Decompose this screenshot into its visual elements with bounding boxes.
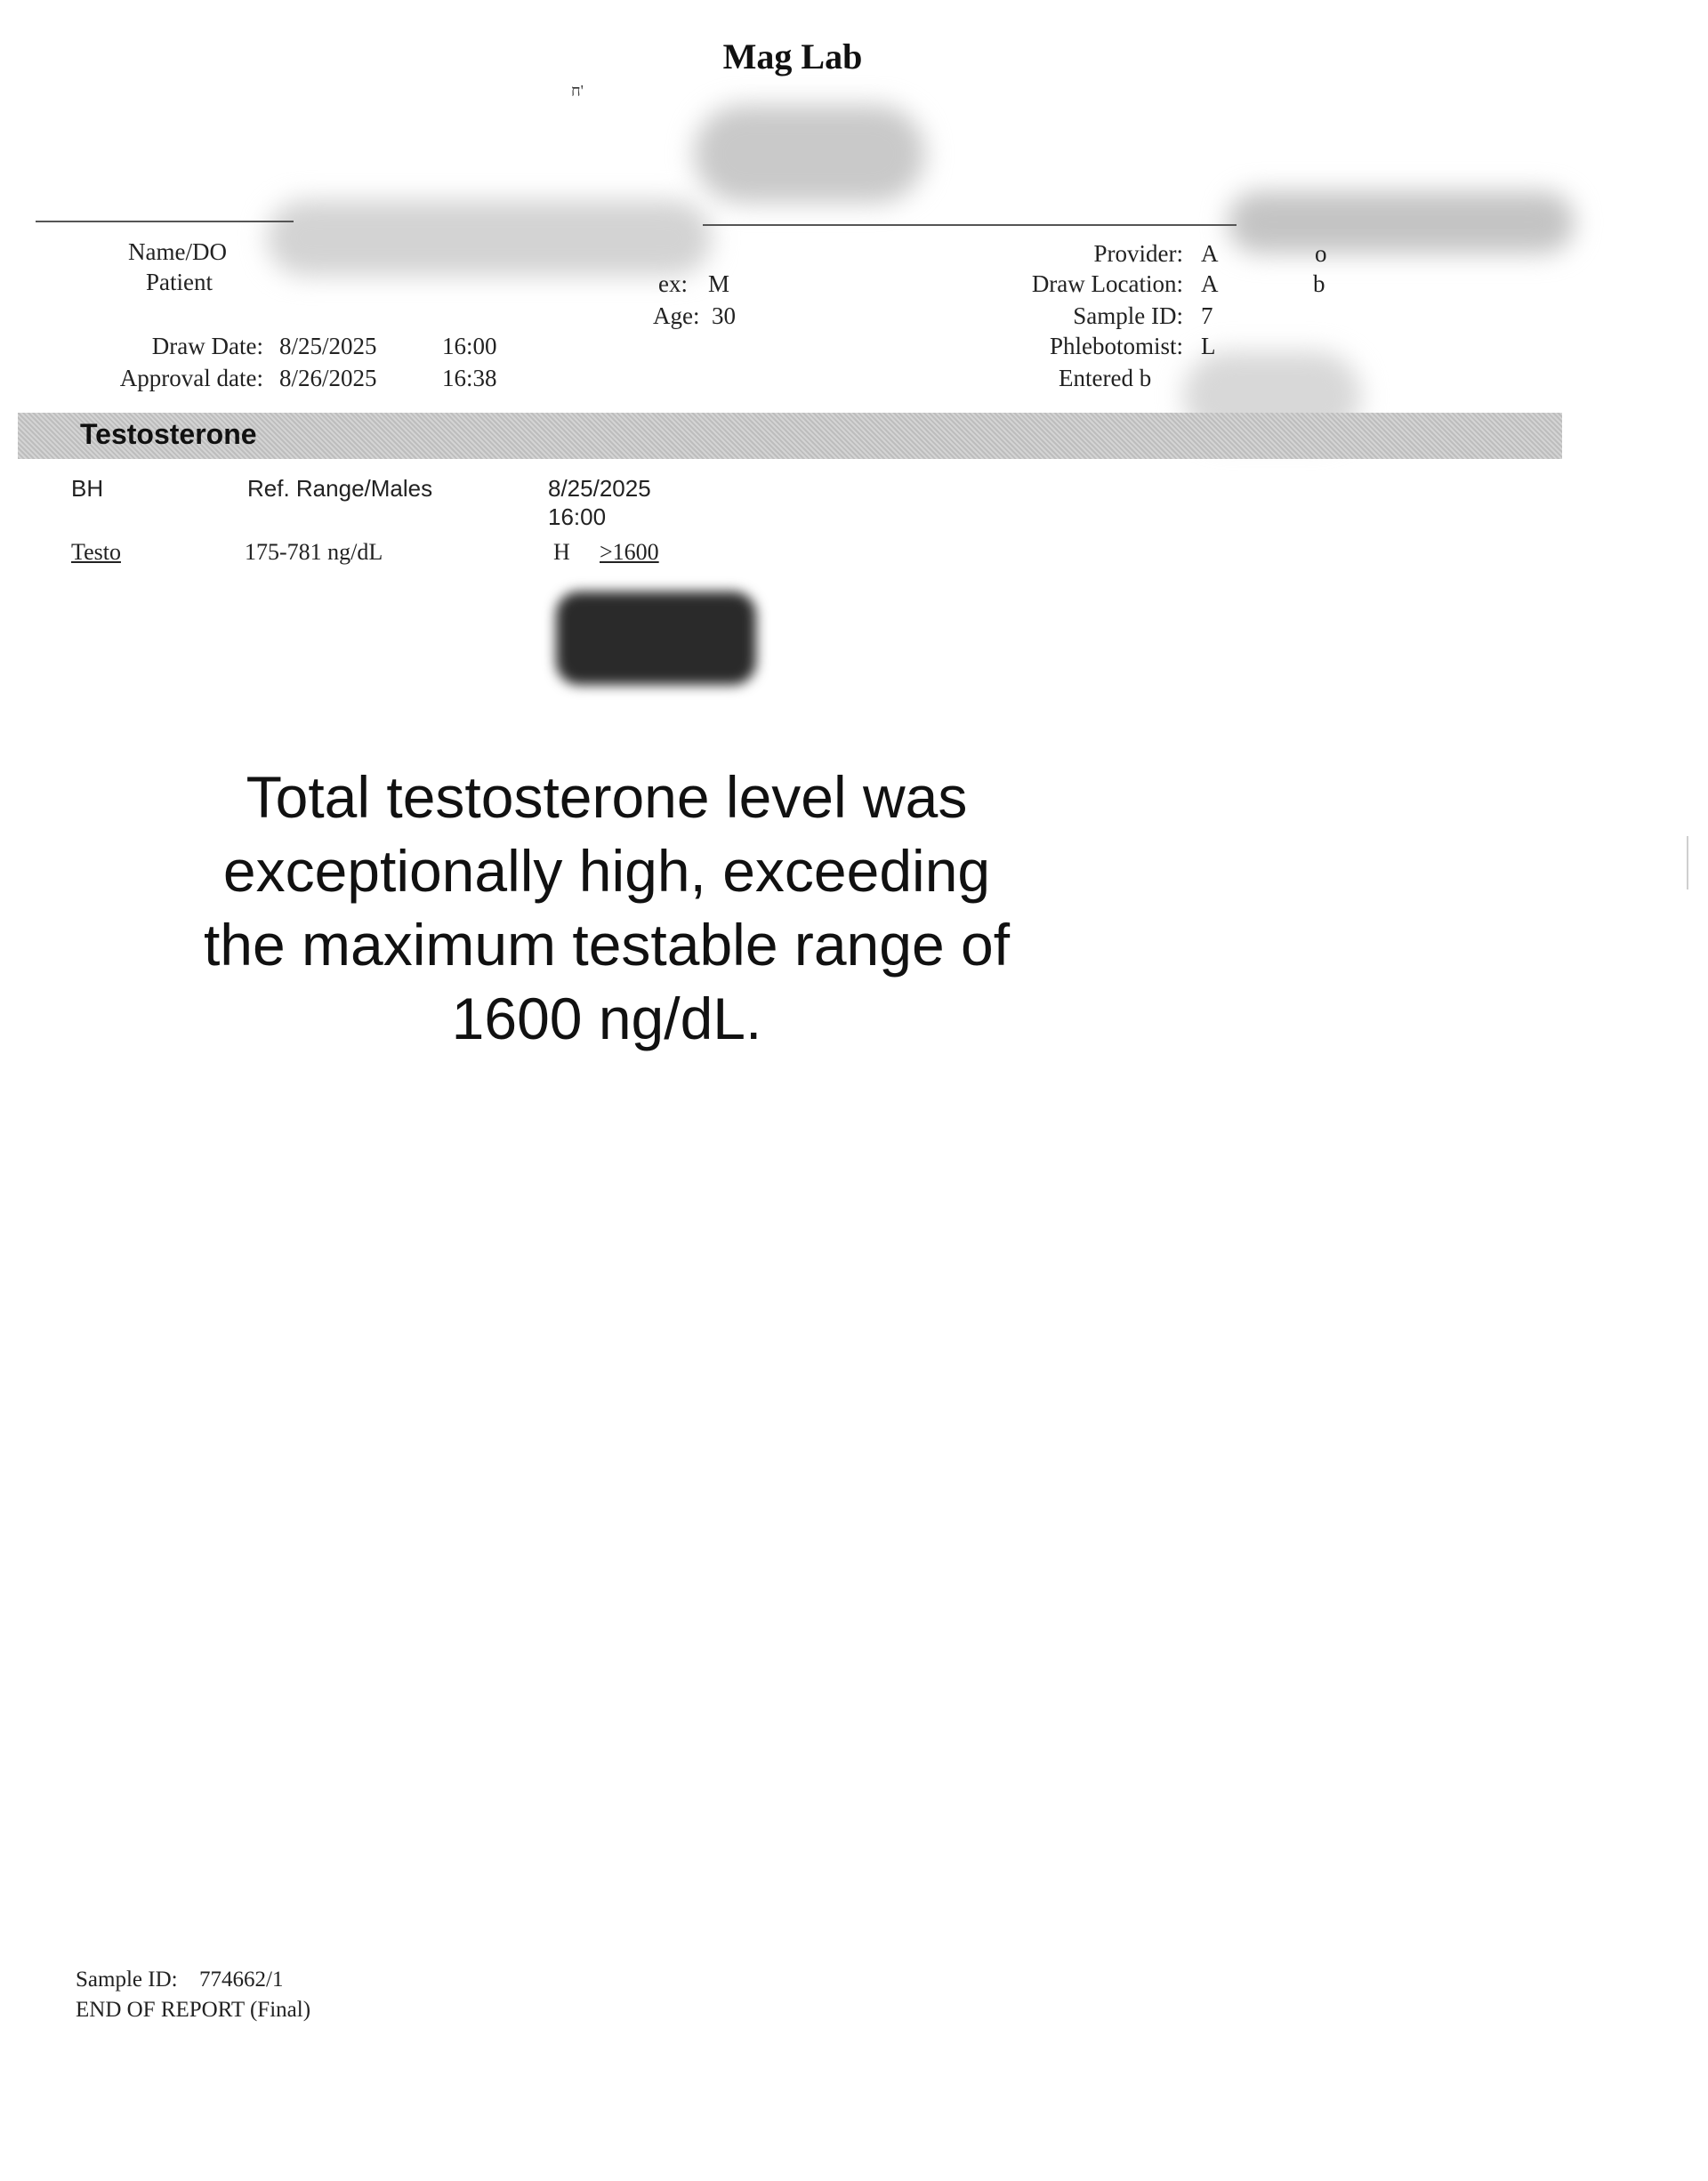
patient-label: Patient [146, 269, 213, 295]
redaction-block [556, 592, 756, 685]
provider-trail: o [1315, 240, 1327, 267]
result-value[interactable]: >1600 [600, 539, 659, 565]
phlebotomist-value: L [1201, 333, 1216, 359]
age-label: Age: [653, 302, 700, 329]
sex-value: M [708, 270, 730, 297]
sample-id-value: 7 [1201, 302, 1213, 329]
header-rule-right [703, 224, 1237, 226]
redaction-name [267, 200, 712, 276]
header-rule-left [36, 221, 294, 222]
draw-date-value: 8/25/2025 [279, 333, 377, 359]
approval-date-value: 8/26/2025 [279, 365, 377, 391]
footer-sample-id-label: Sample ID: [76, 1968, 178, 1992]
redaction-top [694, 105, 925, 203]
result-flag: H [553, 539, 570, 565]
approval-time-value: 16:38 [442, 365, 497, 391]
lab-title: Mag Lab [722, 36, 863, 76]
column-ref-range: Ref. Range/Males [247, 475, 433, 502]
approval-date-label: Approval date: [119, 365, 263, 391]
section-title: Testosterone [80, 418, 257, 450]
draw-location-trail: b [1313, 270, 1325, 297]
reference-range: 175-781 ng/dL [245, 539, 383, 565]
draw-time-value: 16:00 [442, 333, 497, 359]
caption-text: Total testosterone level was exceptionally high, exceeding the maximum testable range of 1600 ng/dL. [203, 764, 1011, 1051]
draw-date-label: Draw Date: [151, 333, 263, 359]
test-name-link[interactable]: Testo [71, 539, 121, 565]
sex-label: ex: [658, 270, 688, 297]
scan-edge-mark [1687, 836, 1688, 889]
redaction-provider [1228, 191, 1575, 254]
draw-location-label: Draw Location: [1031, 270, 1183, 297]
phlebotomist-label: Phlebotomist: [1049, 333, 1183, 359]
name-dob-label: Name/DO [128, 238, 227, 265]
age-value: 30 [712, 302, 736, 329]
column-date: 8/25/2025 [548, 475, 651, 502]
subtitle-fragment: ח' [571, 82, 584, 100]
entered-by-label: Entered b [1059, 365, 1152, 391]
column-time: 16:00 [548, 503, 607, 530]
footer-sample-id-value: 774662/1 [199, 1968, 284, 1992]
draw-location-value: A [1201, 270, 1219, 297]
provider-value: A [1201, 240, 1219, 267]
end-of-report: END OF REPORT (Final) [76, 1998, 311, 2022]
sample-id-label: Sample ID: [1073, 302, 1183, 329]
column-code: BH [71, 475, 104, 502]
provider-label: Provider: [1093, 240, 1183, 267]
